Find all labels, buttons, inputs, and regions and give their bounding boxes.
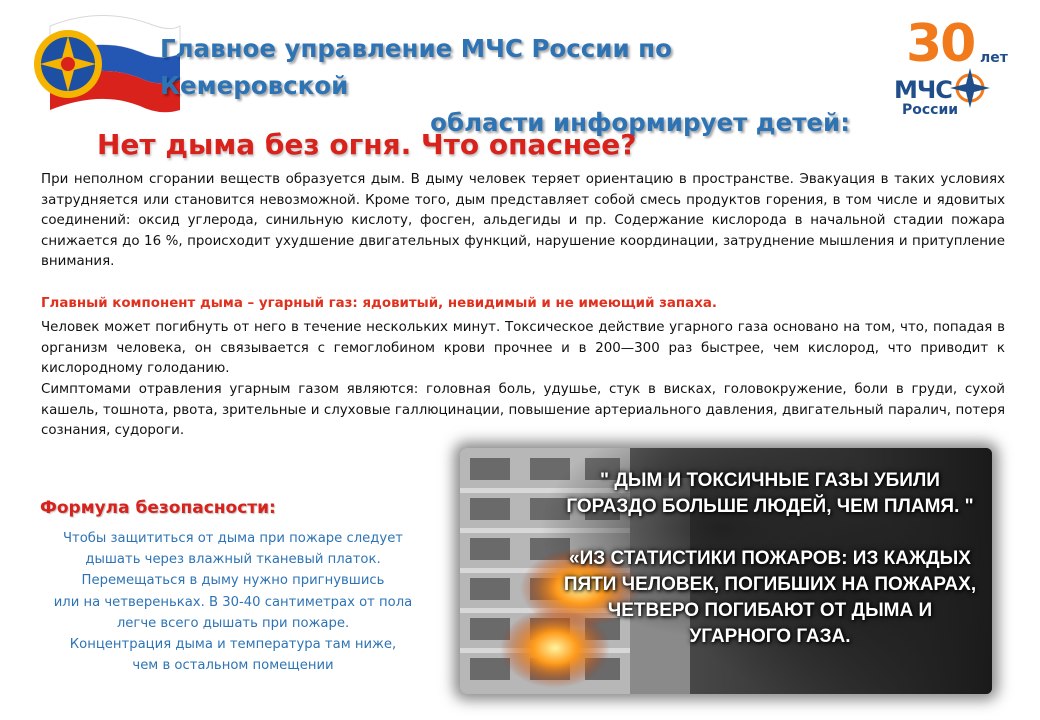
mchs-30-years-logo: [888, 14, 1038, 124]
header-title-line1: Главное управление МЧС России по Кемеровской: [160, 34, 672, 100]
burning-building-photo: [460, 448, 992, 694]
formula-line: чем в остальном помещении: [132, 658, 334, 674]
header-title-line2: области информирует детей:: [430, 108, 850, 137]
main-heading: Нет дыма без огня. Что опаснее?: [97, 128, 637, 161]
logo-years: лет: [980, 50, 1008, 66]
logo-rossii: России: [902, 102, 959, 118]
logo-number: 30: [906, 14, 975, 74]
formula-line: Чтобы защититься от дыма при пожаре следует: [63, 531, 403, 546]
formula-line: Концентрация дыма и температура там ниже,: [69, 637, 397, 653]
formula-line: дышать через влажный тканевый платок.: [85, 552, 381, 568]
paragraph-carbon-monoxide: Человек может погибнуть от него в течение нескольких минут. Токсическое действие угарного газа основано на том, что, попадая в организм человека, он связывается с гемоглобином крови прочнее и в 200—300 раз быстрее, чем кислород, что приводит к кислородному голоданию.: [41, 320, 1005, 377]
formula-line: Перемещаться в дыму нужно пригнувшись: [81, 573, 385, 589]
paragraph-smoke-intro: При неполном сгорании веществ образуется дым. В дыму человек теряет ориентацию в пространстве. Эвакуация в таких условиях затрудняется или становится невозможной. Кроме того, дым представляет собой смесь продуктов горения, в том числе и ядовитых соединений: оксид углерода, синильную кислоту, фосген, альдегиды и пр. Содержание кислорода в начальной стадии пожара снижается до 16 %, происходит ухудшение двигательных функций, нарушение координации, затруднение мышления и притупление внимания.: [41, 172, 1005, 270]
quote-smoke-killed: " ДЫМ И ТОКСИЧНЫЕ ГАЗЫ УБИЛИ ГОРАЗДО БОЛЬШЕ ЛЮДЕЙ, ЧЕМ ПЛАМЯ. ": [566, 470, 974, 517]
formula-line: легче всего дышать при пожаре.: [116, 615, 350, 631]
quote-statistics: «ИЗ СТАТИСТИКИ ПОЖАРОВ: ИЗ КАЖДЫХ ПЯТИ ЧЕЛОВЕК, ПОГИБШИХ НА ПОЖАРАХ, ЧЕТВЕРО ПОГИБАЮТ ОТ ДЫМА И УГАРНОГО ГАЗА.: [563, 548, 977, 647]
formula-line: или на четвереньках. В 30-40 сантиметрах от пола: [53, 594, 413, 610]
logo-mchs: МЧС: [894, 76, 952, 104]
fire-statistics-quotes: [560, 468, 980, 650]
header-title: [160, 30, 860, 141]
formula-title: Формула безопасности:: [40, 498, 276, 518]
highlight-carbon-monoxide: Главный компонент дыма – угарный газ: ядовитый, невидимый и не имеющий запаха.: [41, 296, 717, 311]
paragraph-symptoms: Симптомами отравления угарным газом являются: головная боль, удушье, стук в висках, головокружение, боли в груди, сухой кашель, тошнота, рвота, зрительные и слуховые галлюцинации, повышение артериального давления, двигательный паралич, потеря сознания, судороги.: [41, 382, 1005, 439]
formula-text: [24, 528, 442, 676]
